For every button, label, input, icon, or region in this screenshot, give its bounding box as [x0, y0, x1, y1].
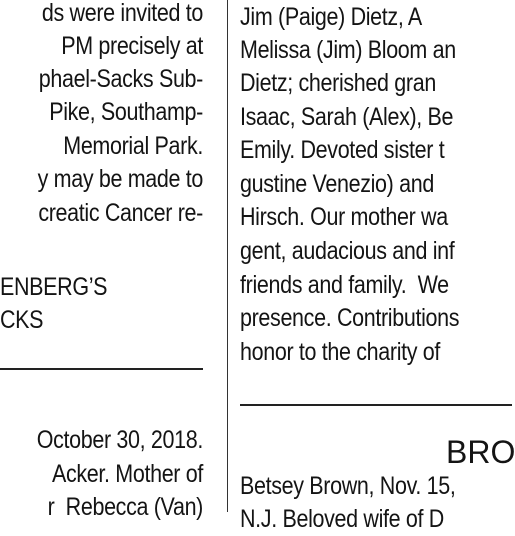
obituary-text-line: Jim (Paige) Dietz, A [240, 3, 422, 31]
obituary-text-line: gent, audacious and inf [240, 237, 455, 265]
obituary-text-line: Hirsch. Our mother wa [240, 203, 448, 231]
obituary-text-line: phael-Sacks Sub- [38, 65, 203, 93]
obituary-text-line: Pike, Southamp- [49, 98, 203, 126]
obituary-text-line: r Rebecca (Van) [47, 493, 203, 521]
obituary-name-heading: BRO [446, 434, 515, 470]
obituary-text-line: N.J. Beloved wife of D [240, 505, 444, 533]
column-divider [227, 0, 228, 512]
obituary-text-line: PM precisely at [61, 32, 203, 60]
obituary-text-line: Acker. Mother of [51, 460, 204, 488]
obituary-text-line: Emily. Devoted sister t [240, 136, 445, 164]
obituary-text-line: friends and family. We [240, 271, 449, 299]
obituary-text-line: Memorial Park. [63, 132, 203, 160]
obituary-text-line: creatic Cancer re- [38, 199, 203, 227]
obituary-text-line: honor to the charity of [240, 338, 441, 366]
funeral-home-line: ENBERG’S [0, 273, 108, 301]
funeral-home-line: CKS [0, 306, 44, 334]
obituary-text-line: Isaac, Sarah (Alex), Be [240, 103, 454, 131]
section-divider [240, 404, 512, 406]
obituary-text-line: gustine Venezio) and [240, 170, 434, 198]
left-column [0, 0, 204, 521]
right-column [240, 0, 515, 533]
obituary-text-line: October 30, 2018. [36, 426, 204, 454]
obituary-text-line: y may be made to [37, 165, 203, 193]
section-divider [0, 368, 203, 370]
obituary-text-line: presence. Contributions [240, 304, 460, 332]
obituary-text-line: ds were invited to [41, 0, 204, 27]
obituary-text-line: Betsey Brown, Nov. 15, [240, 472, 456, 500]
obituary-text-line: Melissa (Jim) Bloom an [240, 36, 456, 64]
obituary-text-line: Dietz; cherished gran [240, 69, 436, 97]
